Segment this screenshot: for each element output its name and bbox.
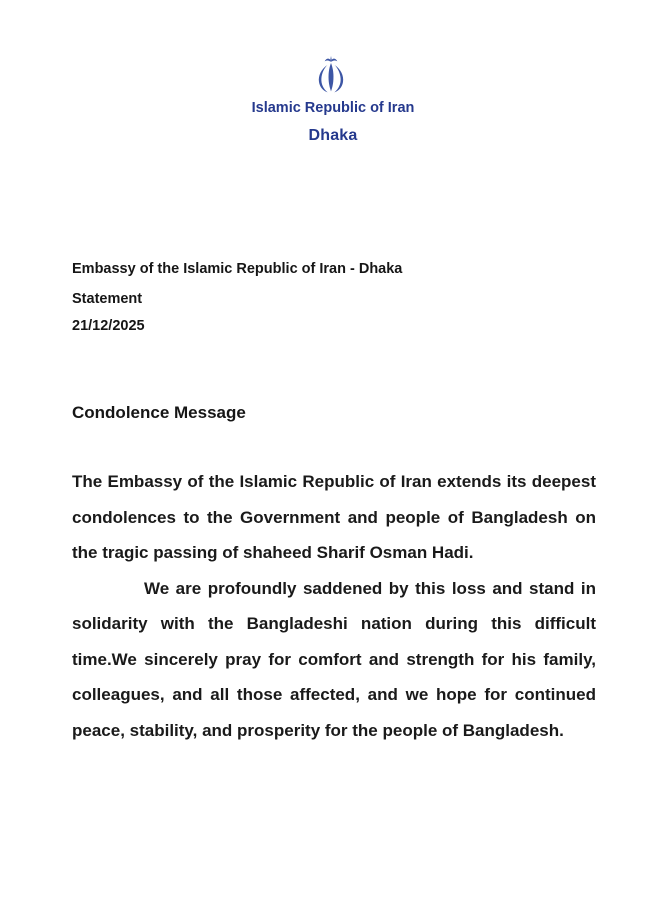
body-paragraph-2: We are profoundly saddened by this loss and stand in solidarity with the Bangladeshi nation during this difficult time.We sincerely pray for comfort and strength for his family, colleagues, and all those affected, and we hope for continued peace, stability, and prosperity for the people of Bangladesh. [72, 578, 596, 740]
org-name: Islamic Republic of Iran [251, 100, 415, 116]
iran-emblem-icon [311, 55, 351, 99]
meta-date: 21/12/2025 [72, 318, 145, 334]
body-paragraph-1: The Embassy of the Islamic Republic of Iran extends its deepest condolences to the Government and people of Bangladesh on the tragic passing of shaheed Sharif Osman Hadi. [72, 472, 596, 562]
city-name: Dhaka [308, 127, 358, 144]
document-title: Condolence Message [72, 403, 246, 422]
meta-doc-type: Statement [72, 291, 143, 307]
statement-body [72, 464, 596, 748]
meta-embassy-line: Embassy of the Islamic Republic of Iran - Dhaka [72, 261, 403, 277]
